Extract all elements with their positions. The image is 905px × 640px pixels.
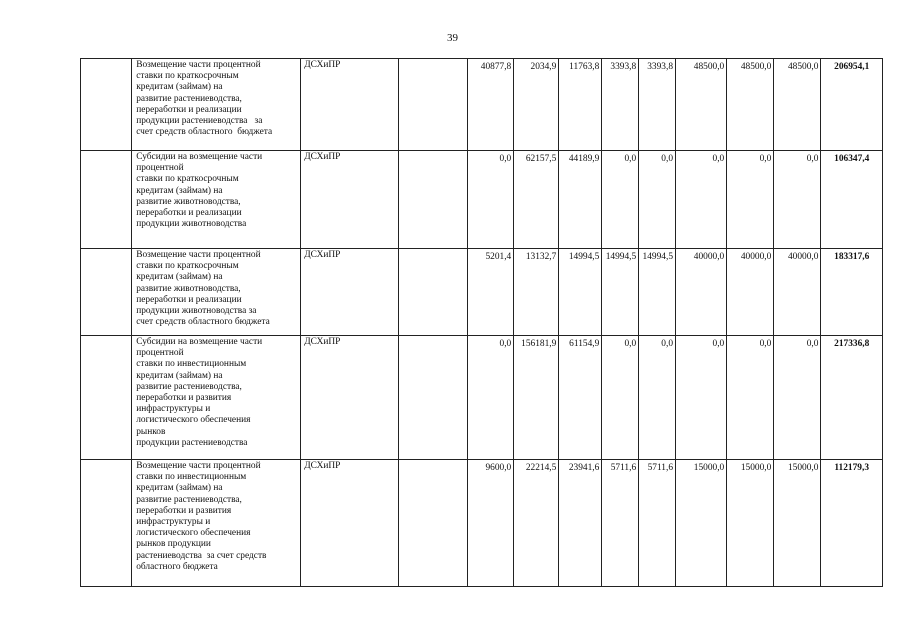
budget-table [80, 58, 883, 587]
row-value-cell: 3393,8 [602, 59, 639, 151]
row-value-cell: 14994,5 [639, 249, 676, 336]
row-empty-cell [398, 460, 468, 587]
row-empty-cell [398, 336, 468, 460]
table-row [81, 336, 883, 460]
page-number: 39 [447, 32, 458, 44]
row-value-cell: 0,0 [676, 151, 727, 249]
row-value-cell: 62157,5 [514, 151, 559, 249]
table-row [81, 151, 883, 249]
row-value-cell: 40000,0 [676, 249, 727, 336]
row-value-cell: 48500,0 [727, 59, 774, 151]
row-blank-cell [81, 460, 132, 587]
row-description-text: Возмещение части процентной ставки по инвестиционным кредитам (займам) на развитие растениеводства, переработки и развития инфраструктуры и логистического обеспечения рынков продукции растениеводства за счет средств областного бюджета [136, 461, 267, 572]
row-value-cell: 9600,0 [468, 460, 514, 587]
row-value-cell: 0,0 [727, 336, 774, 460]
row-value-cell: 40000,0 [727, 249, 774, 336]
row-value-cell: 44189,9 [559, 151, 602, 249]
row-value-cell: 48500,0 [774, 59, 821, 151]
row-total-cell: 206954,1 [821, 59, 883, 151]
row-total-cell: 106347,4 [821, 151, 883, 249]
row-value-cell: 14994,5 [559, 249, 602, 336]
row-value-cell: 0,0 [602, 151, 639, 249]
row-executor: ДСХиПР [301, 249, 398, 336]
row-value-cell: 22214,5 [514, 460, 559, 587]
row-value-cell: 61154,9 [559, 336, 602, 460]
row-empty-cell [398, 249, 468, 336]
row-executor: ДСХиПР [301, 460, 398, 587]
row-value-cell: 5201,4 [468, 249, 514, 336]
row-value-cell: 5711,6 [602, 460, 639, 587]
row-value-cell: 0,0 [468, 151, 514, 249]
row-value-cell: 0,0 [676, 336, 727, 460]
row-value-cell: 0,0 [602, 336, 639, 460]
row-total-cell: 217336,8 [821, 336, 883, 460]
row-empty-cell [398, 151, 468, 249]
table-row [81, 460, 883, 587]
row-value-cell: 15000,0 [676, 460, 727, 587]
row-value-cell: 23941,6 [559, 460, 602, 587]
row-value-cell: 40000,0 [774, 249, 821, 336]
row-blank-cell [81, 151, 132, 249]
row-value-cell: 0,0 [727, 151, 774, 249]
row-value-cell: 11763,8 [559, 59, 602, 151]
row-description-text: Возмещение части процентной ставки по краткосрочным кредитам (займам) на развитие растениеводства, переработки и реализации продукции растениеводства за счет средств областного бюджета [136, 60, 273, 138]
row-blank-cell [81, 59, 132, 151]
row-empty-cell [398, 59, 468, 151]
row-value-cell: 156181,9 [514, 336, 559, 460]
row-executor: ДСХиПР [301, 336, 398, 460]
row-value-cell: 13132,7 [514, 249, 559, 336]
row-value-cell: 0,0 [639, 151, 676, 249]
row-description-text: Возмещение части процентной ставки по краткосрочным кредитам (займам) на развитие животноводства, переработки и реализации продукции животноводства за счет средств областного бюджета [136, 250, 270, 328]
row-description-text: Субсидии на возмещение части процентной ставки по краткосрочным кредитам (займам) на развитие животноводства, переработки и реализации продукции животноводства [136, 152, 263, 230]
row-blank-cell [81, 249, 132, 336]
row-value-cell: 0,0 [468, 336, 514, 460]
row-value-cell: 2034,9 [514, 59, 559, 151]
row-description [132, 151, 301, 249]
row-description [132, 460, 301, 587]
row-description [132, 336, 301, 460]
row-value-cell: 3393,8 [639, 59, 676, 151]
row-description-text: Субсидии на возмещение части процентной ставки по инвестиционным кредитам (займам) на развитие растениеводства, переработки и развития инфраструктуры и логистического обеспечения рынков продукции растениеводства [136, 337, 263, 448]
row-value-cell: 40877,8 [468, 59, 514, 151]
row-description [132, 249, 301, 336]
table-row [81, 249, 883, 336]
row-total-cell: 183317,6 [821, 249, 883, 336]
row-blank-cell [81, 336, 132, 460]
row-value-cell: 0,0 [639, 336, 676, 460]
row-value-cell: 5711,6 [639, 460, 676, 587]
row-value-cell: 15000,0 [727, 460, 774, 587]
row-executor: ДСХиПР [301, 59, 398, 151]
row-value-cell: 15000,0 [774, 460, 821, 587]
table-row [81, 59, 883, 151]
row-value-cell: 48500,0 [676, 59, 727, 151]
row-description [132, 59, 301, 151]
row-value-cell: 0,0 [774, 336, 821, 460]
row-value-cell: 14994,5 [602, 249, 639, 336]
row-executor: ДСХиПР [301, 151, 398, 249]
table-body [81, 59, 883, 587]
row-value-cell: 0,0 [774, 151, 821, 249]
row-total-cell: 112179,3 [821, 460, 883, 587]
